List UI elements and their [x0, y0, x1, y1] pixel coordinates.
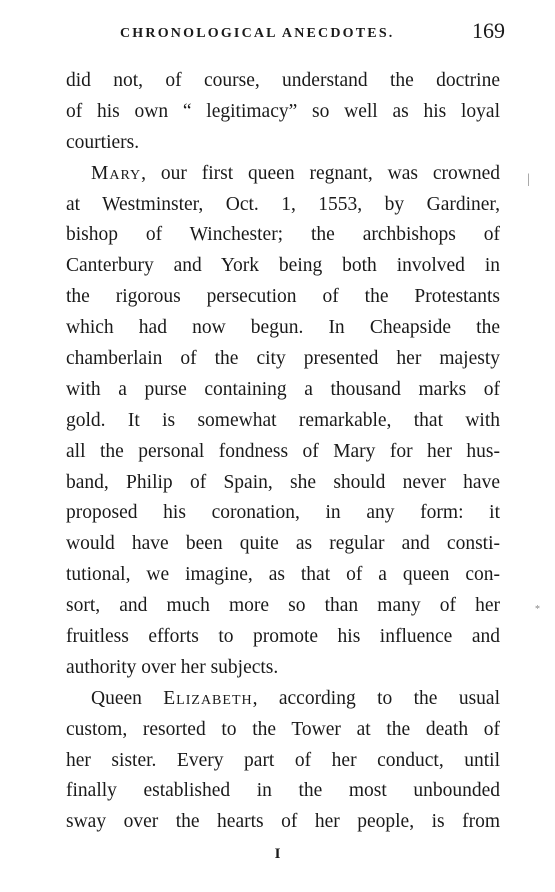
running-head-title: CHRONOLOGICAL ANECDOTES. — [120, 26, 395, 41]
text-line: did not, of course, understand the doctrine — [66, 70, 500, 91]
page-body — [66, 66, 500, 838]
paragraph — [66, 684, 500, 838]
running-header — [120, 18, 505, 48]
margin-mark: * — [535, 604, 540, 615]
line-text: , according to the usual — [252, 687, 500, 709]
text-line: courtiers. — [66, 131, 140, 153]
text-line: her sister. Every part of her conduct, until — [66, 749, 500, 771]
text-line: fruitless efforts to promote his influence and — [66, 626, 500, 648]
text-line: with a purse containing a thousand marks of — [66, 378, 500, 400]
margin-mark: | — [527, 172, 530, 187]
text-line: of his own “ legitimacy” so well as his loyal — [66, 100, 500, 122]
text-line: chamberlain of the city presented her majesty — [66, 348, 500, 370]
text-line: at Westminster, Oct. 1, 1553, by Gardiner, — [66, 193, 500, 215]
small-caps-name: Mary — [91, 162, 142, 184]
text-line: finally established in the most unbounded — [66, 780, 500, 802]
line-text: , our first queen regnant, was crowned — [141, 162, 500, 184]
text-line: proposed his coronation, in any form: it — [66, 502, 500, 524]
text-line: custom, resorted to the Tower at the death of — [66, 718, 500, 740]
page-number: 169 — [472, 18, 505, 43]
text-line — [66, 159, 500, 190]
text-line — [66, 684, 500, 715]
signature-mark: I — [274, 846, 281, 862]
text-line: tutional, we imagine, as that of a queen con- — [66, 564, 500, 586]
small-caps-name: Elizabeth — [163, 687, 253, 709]
text-line: which had now begun. In Cheapside the — [66, 317, 500, 339]
text-line: sort, and much more so than many of her — [66, 595, 500, 617]
text-line: Canterbury and York being both involved in — [66, 255, 500, 277]
text-line: gold. It is somewhat remarkable, that with — [66, 409, 500, 431]
text-line: all the personal fondness of Mary for her hus- — [66, 440, 500, 462]
text-line: bishop of Winchester; the archbishops of — [66, 224, 500, 246]
paragraph — [66, 159, 500, 684]
text-line: authority over her subjects. — [66, 656, 279, 678]
line-prefix: Queen — [91, 687, 164, 709]
text-line: band, Philip of Spain, she should never have — [66, 471, 500, 493]
paragraph — [66, 66, 500, 159]
text-line: sway over the hearts of her people, is from — [66, 811, 500, 833]
text-line: the rigorous persecution of the Protestants — [66, 286, 500, 308]
text-line: would have been quite as regular and consti- — [66, 533, 500, 555]
